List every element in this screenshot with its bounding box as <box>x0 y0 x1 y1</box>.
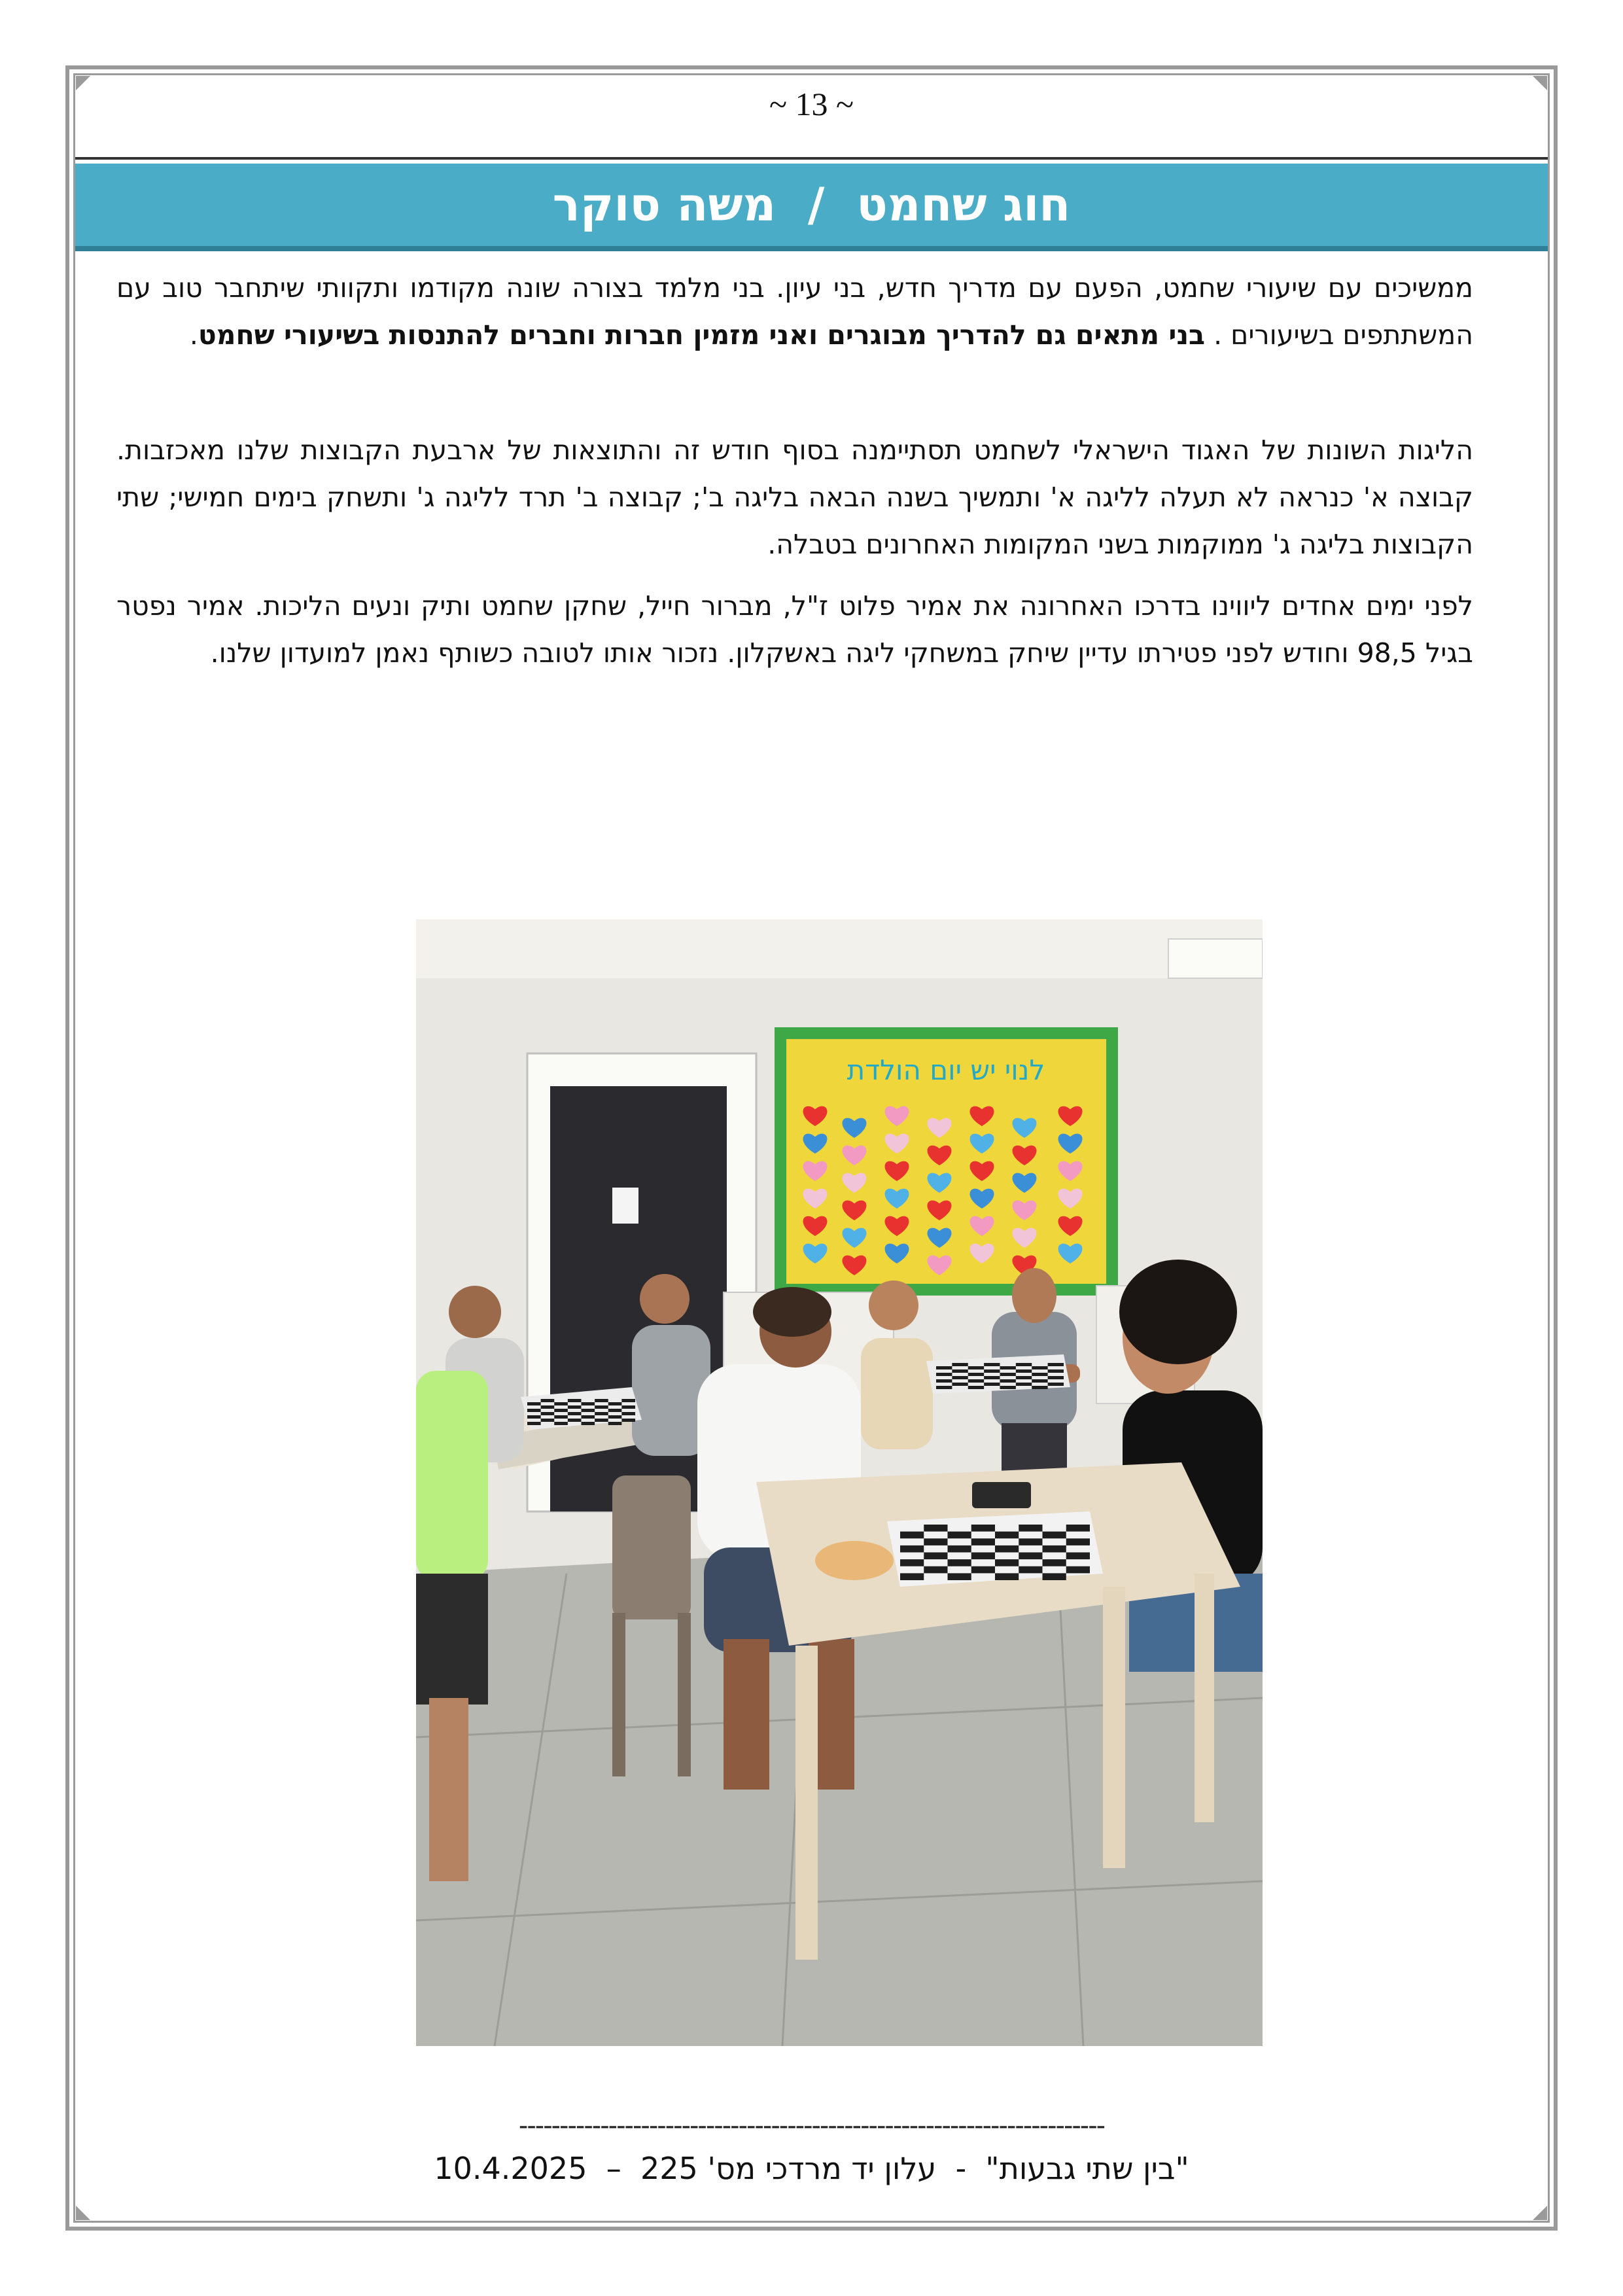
board-square <box>995 1545 1019 1553</box>
board-square <box>554 1415 568 1419</box>
board-square <box>971 1566 995 1574</box>
board-square <box>1066 1525 1090 1532</box>
board-square <box>1032 1373 1047 1376</box>
board-square <box>582 1415 595 1419</box>
board-square <box>1043 1545 1066 1553</box>
board-square <box>1016 1383 1032 1386</box>
board-square <box>1019 1553 1042 1560</box>
board-square <box>1032 1386 1047 1389</box>
board-square <box>595 1412 608 1415</box>
board-square <box>568 1419 582 1422</box>
board-square <box>1000 1379 1016 1383</box>
board-square <box>568 1412 582 1415</box>
paragraph-intro-bold: בני מתאים גם להדריך מבוגרים ואני מזמין חברות וחברים להתנסות בשיעורי שחמט <box>198 319 1206 351</box>
board-square <box>568 1399 582 1402</box>
board-square <box>1016 1376 1032 1379</box>
chess-class-photo <box>416 919 1263 2046</box>
board-square <box>900 1573 924 1580</box>
board-square <box>1019 1566 1042 1574</box>
board-square <box>554 1402 568 1405</box>
paragraph-intro-text: ממשיכים עם שיעורי שחמט, הפעם עם מדריך חדש, בני עיון. בני מלמד בצורה שונה מקודמו ותקוותי שיתחבר טוב עם המשתתפים בשיעורים . <box>116 272 1473 351</box>
board-square <box>608 1422 622 1425</box>
board-square <box>621 1405 635 1409</box>
paragraph-leagues: הליגות השונות של האגוד הישראלי לשחמט תסתיימנה בסוף חודש זה והתוצאות של ארבעת הקבוצות שלנו מאכזבות. קבוצה א' כנראה לא תעלה לליגה א' ותמשיך בשנה הבאה בליגה ב'; קבוצה ב' תרד לליגה ג' ותשחק בימים חמישי; שתי הקבוצות בליגה ג' ממוקמות בשני המקומות האחרונים בטבלה. <box>116 434 1473 560</box>
board-square <box>608 1409 622 1412</box>
board-square <box>541 1419 555 1422</box>
board-square <box>948 1545 971 1553</box>
board-square <box>568 1405 582 1409</box>
board-square <box>527 1409 541 1412</box>
board-square <box>541 1399 555 1402</box>
board-square <box>1043 1559 1066 1566</box>
board-square <box>1066 1566 1090 1574</box>
article-title: חוג שחמט / משה סוקר <box>552 178 1071 232</box>
board-square <box>608 1415 622 1419</box>
paragraph-intro <box>116 264 1473 359</box>
board-square <box>621 1399 635 1402</box>
board-square <box>900 1559 924 1566</box>
board-square <box>621 1412 635 1415</box>
board-banner: לנוי יש יום הולדת <box>846 1054 1045 1086</box>
board-square <box>936 1379 952 1383</box>
board-square <box>936 1386 952 1389</box>
board-square <box>936 1366 952 1369</box>
board-square <box>527 1422 541 1425</box>
board-square <box>936 1373 952 1376</box>
board-square <box>968 1366 984 1369</box>
board-square <box>924 1538 947 1545</box>
board-square <box>968 1379 984 1383</box>
board-square <box>1048 1369 1064 1373</box>
footer-separator: ------------------------------------------------------------------------ <box>518 2111 1105 2141</box>
title-band <box>75 164 1548 251</box>
board-square <box>1066 1538 1090 1545</box>
board-square <box>541 1412 555 1415</box>
board-square <box>952 1383 968 1386</box>
board-square <box>595 1419 608 1422</box>
board-square <box>582 1422 595 1425</box>
board-square <box>952 1376 968 1379</box>
board-square <box>1043 1532 1066 1539</box>
board-square <box>995 1573 1019 1580</box>
board-square <box>924 1525 947 1532</box>
board-square <box>1019 1538 1042 1545</box>
board-square <box>971 1525 995 1532</box>
board-square <box>1048 1376 1064 1379</box>
board-square <box>1016 1369 1032 1373</box>
board-square <box>952 1363 968 1366</box>
paragraph-memorial: לפני ימים אחדים ליווינו בדרכו האחרונה את אמיר פלוט ז"ל, מברור חייל, שחקן שחמט ותיק ונעים הליכות. אמיר נפטר בגיל 98,5 וחודש לפני פטירתו עדיין שיחק במשחקי ליגה באשקלון. נזכור אותו לטובה כשותף נאמן למועדון שלנו. <box>116 590 1473 669</box>
board-square <box>900 1532 924 1539</box>
board-square <box>608 1402 622 1405</box>
board-square <box>1032 1379 1047 1383</box>
board-square <box>554 1422 568 1425</box>
frame-corner <box>1533 2206 1547 2220</box>
board-square <box>621 1419 635 1422</box>
board-square <box>971 1553 995 1560</box>
board-square <box>1043 1573 1066 1580</box>
board-square <box>924 1553 947 1560</box>
board-square <box>995 1532 1019 1539</box>
board-square <box>1048 1363 1064 1366</box>
board-square <box>924 1566 947 1574</box>
board-square <box>1000 1373 1016 1376</box>
board-square <box>582 1402 595 1405</box>
board-square <box>582 1409 595 1412</box>
board-square <box>541 1405 555 1409</box>
board-square <box>1019 1525 1042 1532</box>
board-square <box>984 1369 1000 1373</box>
board-square <box>900 1545 924 1553</box>
board-square <box>1016 1363 1032 1366</box>
board-square <box>554 1409 568 1412</box>
board-square <box>984 1376 1000 1379</box>
board-square <box>968 1373 984 1376</box>
board-square <box>968 1386 984 1389</box>
board-square <box>1066 1553 1090 1560</box>
board-square <box>595 1405 608 1409</box>
page-number: ~ 13 ~ <box>769 86 854 122</box>
board-square <box>984 1363 1000 1366</box>
board-square <box>595 1399 608 1402</box>
board-square <box>971 1538 995 1545</box>
footer-text: "בין שתי גבעות" - עלון יד מרדכי מס' 225 – 10.4.2025 <box>434 2151 1189 2186</box>
board-square <box>527 1415 541 1419</box>
board-square <box>1000 1386 1016 1389</box>
board-square <box>995 1559 1019 1566</box>
header-rule <box>75 157 1548 160</box>
board-square <box>948 1559 971 1566</box>
board-square <box>948 1573 971 1580</box>
board-square <box>952 1369 968 1373</box>
board-square <box>948 1532 971 1539</box>
frame-corner <box>76 2206 90 2220</box>
board-square <box>1032 1366 1047 1369</box>
board-square <box>1000 1366 1016 1369</box>
board-square <box>1048 1383 1064 1386</box>
board-square <box>984 1383 1000 1386</box>
board-square <box>527 1402 541 1405</box>
paragraph-intro-end: . <box>189 319 198 351</box>
